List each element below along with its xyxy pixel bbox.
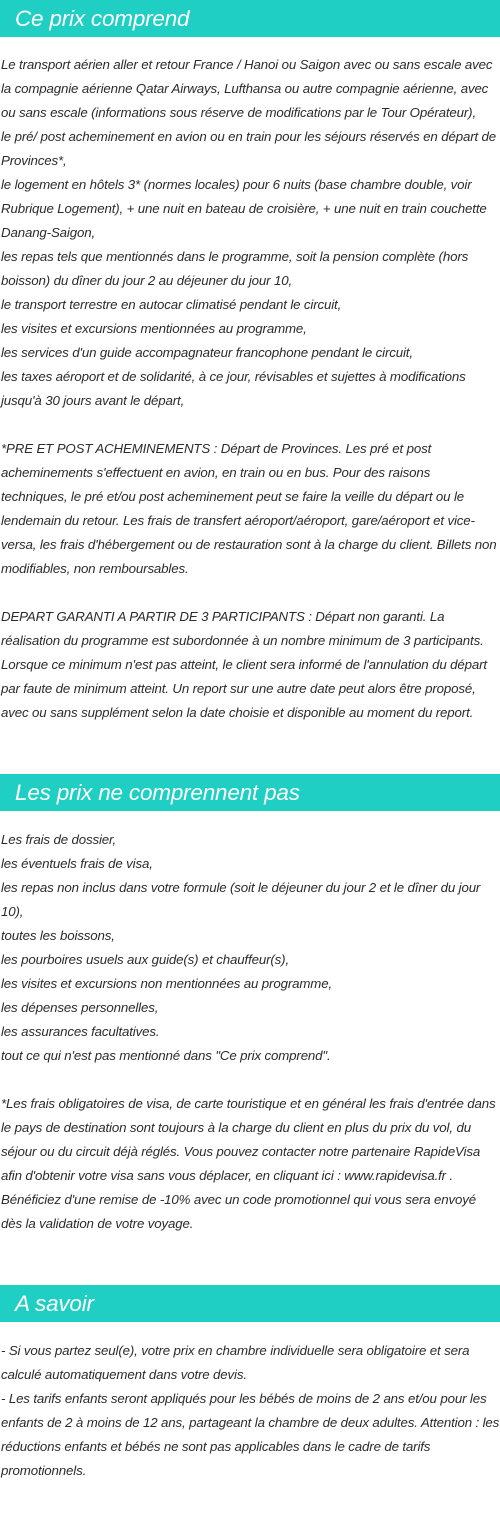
depart-garanti-note: DEPART GARANTI A PARTIR DE 3 PARTICIPANTS : Départ non garanti. La réalisation du programme est subordonnée à un nombre minimum de 3 participants. Lorsque ce minimum n'est pas atteint, le client sera informé de l'annulation du départ par faute de minimum atteint. Un report sur une autre date peut alors être proposé, avec ou sans supplément selon la date choisie et disponible au moment du report. bbox=[1, 609, 487, 720]
excluded-item: les pourboires usuels aux guide(s) et chauffeur(s), bbox=[1, 952, 289, 967]
section-body-les-prix-ne-comprennent-pas bbox=[0, 828, 500, 1236]
spacer bbox=[1, 413, 500, 437]
included-item: les repas tels que mentionnés dans le programme, soit la pension complète (hors boisson) du dîner du jour 2 au déjeuner du jour 10, bbox=[1, 249, 469, 288]
section-header-a-savoir bbox=[0, 1285, 500, 1322]
included-item: les taxes aéroport et de solidarité, à ce jour, révisables et sujettes à modifications jusqu'à 30 jours avant le départ, bbox=[1, 369, 466, 408]
pre-post-acheminement-note: *PRE ET POST ACHEMINEMENTS : Départ de Provinces. Les pré et post acheminements s'effectuent en avion, en train ou en bus. Pour des raisons techniques, le pré et/ou post acheminement peut se faire la veille du départ ou le lendemain du retour. Les frais de transfert aéroport/aéroport, gare/aéroport et vice-versa, les frais d'hébergement ou de restauration sont à la charge du client. Billets non modifiables, non remboursables. bbox=[1, 441, 497, 576]
section-title: Les prix ne comprennent pas bbox=[15, 779, 300, 805]
spacer bbox=[1, 581, 500, 605]
excluded-item: les visites et excursions non mentionnées au programme, bbox=[1, 976, 332, 991]
excluded-item: les éventuels frais de visa, bbox=[1, 856, 153, 871]
included-item: les visites et excursions mentionnées au programme, bbox=[1, 321, 307, 336]
included-item: le logement en hôtels 3* (normes locales) pour 6 nuits (base chambre double, voir Rubrique Logement), + une nuit en bateau de croisière, + une nuit en train couchette Danang-Saigon, bbox=[1, 177, 487, 240]
spacer bbox=[1, 1068, 500, 1092]
included-item: le transport terrestre en autocar climatisé pendant le circuit, bbox=[1, 297, 342, 312]
included-item: le pré/ post acheminement en avion ou en train pour les séjours réservés en départ de Provinces*, bbox=[1, 129, 497, 168]
visa-note: *Les frais obligatoires de visa, de carte touristique et en général les frais d'entrée dans le pays de destination sont toujours à la charge du client en plus du prix du vol, du séjour ou du circuit déjà réglés. Vous pouvez contacter notre partenaire RapideVisa afin d'obtenir votre visa sans vous déplacer, en cliquant ici : www.rapidevisa.fr . Bénéficiez d'une remise de -10% avec un code promotionnel qui vous sera envoyé dès la validation de votre voyage. bbox=[1, 1096, 496, 1231]
included-item: Le transport aérien aller et retour France / Hanoi ou Saigon avec ou sans escale avec la compagnie aérienne Qatar Airways, Lufthansa ou autre compagnie aérienne, avec ou sans escale (informations sous réserve de modifications par le Tour Opérateur), bbox=[1, 57, 493, 120]
section-body-ce-prix-comprend bbox=[0, 53, 500, 725]
excluded-item: tout ce qui n'est pas mentionné dans "Ce prix comprend". bbox=[1, 1048, 331, 1063]
info-item: - Les tarifs enfants seront appliqués pour les bébés de moins de 2 ans et/ou pour les enfants de 2 à moins de 12 ans, partageant la chambre de deux adultes. Attention : les réductions enfants et bébés ne sont pas applicables dans le cadre de tarifs promotionnels. bbox=[1, 1391, 500, 1478]
excluded-item: les dépenses personnelles, bbox=[1, 1000, 159, 1015]
excluded-item: toutes les boissons, bbox=[1, 928, 115, 943]
info-item: - Si vous partez seul(e), votre prix en chambre individuelle sera obligatoire et sera calculé automatiquement dans votre devis. bbox=[1, 1343, 470, 1382]
section-title: Ce prix comprend bbox=[15, 5, 190, 31]
excluded-item: les repas non inclus dans votre formule (soit le déjeuner du jour 2 et le dîner du jour 10), bbox=[1, 880, 481, 919]
section-header-les-prix-ne-comprennent-pas bbox=[0, 774, 500, 811]
excluded-item: les assurances facultatives. bbox=[1, 1024, 160, 1039]
section-header-ce-prix-comprend bbox=[0, 0, 500, 37]
included-item: les services d'un guide accompagnateur francophone pendant le circuit, bbox=[1, 345, 413, 360]
section-title: A savoir bbox=[15, 1290, 94, 1316]
section-body-a-savoir bbox=[0, 1339, 500, 1483]
excluded-item: Les frais de dossier, bbox=[1, 832, 117, 847]
